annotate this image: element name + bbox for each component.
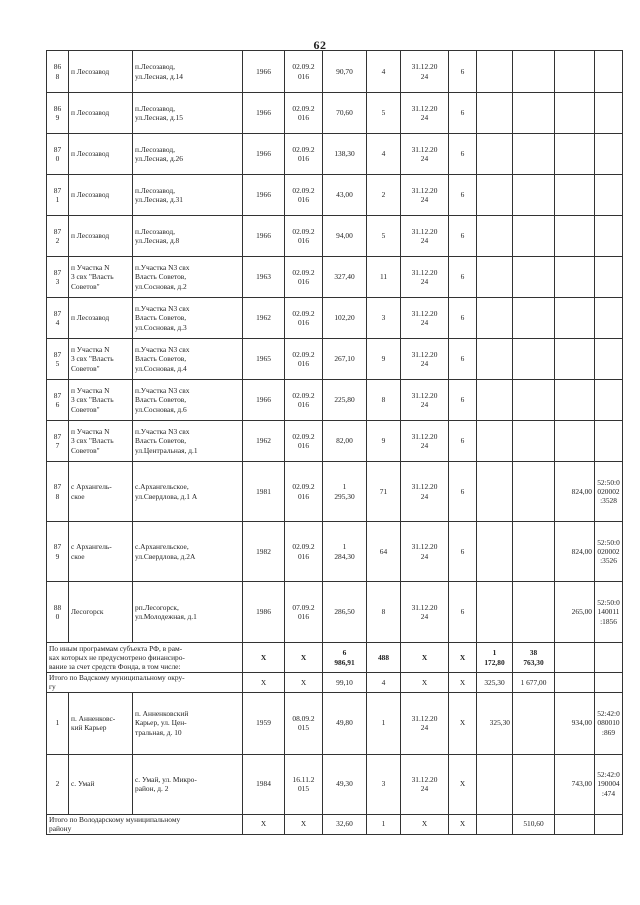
settlement-cell: с Архангель- ское: [69, 522, 133, 582]
value-cell: [513, 582, 555, 643]
address-cell: п.Участка N3 свх Власть Советов, ул.Сосновая, д.4: [133, 339, 243, 380]
summary-cell: [595, 673, 623, 693]
value-cell: [477, 216, 513, 257]
area-cell: 49,30: [323, 754, 367, 814]
summary-label: Итого по Вадскому муниципальному окру- гу: [47, 673, 243, 693]
value-cell: [477, 257, 513, 298]
residents-cell: 8: [367, 582, 401, 643]
address-cell: п.Лесозавод, ул.Лесная, д.14: [133, 51, 243, 93]
address-cell: с.Архангельское, ул.Свердлова, д.2А: [133, 522, 243, 582]
value-cell: [477, 754, 513, 814]
area-cell: 49,80: [323, 692, 367, 754]
residents-cell: 1: [367, 692, 401, 754]
cadastral-cell: [595, 175, 623, 216]
value-cell: [513, 380, 555, 421]
table-row: [47, 298, 623, 339]
method-cell: 6: [449, 216, 477, 257]
value-cell: [513, 175, 555, 216]
address-cell: п.Лесозавод, ул.Лесная, д.26: [133, 134, 243, 175]
table-row: [47, 257, 623, 298]
summary-cell: 99,10: [323, 673, 367, 693]
summary-cell: [595, 814, 623, 834]
year-cell: 1986: [243, 582, 285, 643]
value-cell: [513, 339, 555, 380]
value-cell: [513, 421, 555, 462]
residents-cell: 5: [367, 216, 401, 257]
table-row: [47, 754, 623, 814]
cadastral-cell: [595, 380, 623, 421]
year-cell: 1965: [243, 339, 285, 380]
row-number: 87 2: [47, 216, 69, 257]
table-row: [47, 51, 623, 93]
date-cell: 02.09.2 016: [285, 380, 323, 421]
area-cell: 102,20: [323, 298, 367, 339]
value-cell: [555, 298, 595, 339]
year-cell: 1966: [243, 51, 285, 93]
summary-cell: X: [243, 643, 285, 673]
year-cell: 1959: [243, 692, 285, 754]
area-cell: 1 284,30: [323, 522, 367, 582]
summary-cell: 1 677,00: [513, 673, 555, 693]
settlement-cell: п Участка N 3 свх "Власть Советов": [69, 421, 133, 462]
cadastral-cell: 52:42:0 190004 :474: [595, 754, 623, 814]
summary-cell: X: [243, 673, 285, 693]
value-cell: 934,00: [555, 692, 595, 754]
method-cell: 6: [449, 93, 477, 134]
value-cell: [513, 522, 555, 582]
cadastral-cell: [595, 93, 623, 134]
value-cell: 743,00: [555, 754, 595, 814]
value-cell: [555, 380, 595, 421]
summary-cell: X: [285, 673, 323, 693]
value-cell: [477, 339, 513, 380]
plan-date-cell: 31.12.20 24: [401, 692, 449, 754]
cadastral-cell: 52:50:0 020002 :3528: [595, 462, 623, 522]
date-cell: 02.09.2 016: [285, 522, 323, 582]
row-number: 87 1: [47, 175, 69, 216]
method-cell: X: [449, 692, 477, 754]
plan-date-cell: 31.12.20 24: [401, 582, 449, 643]
address-cell: п.Лесозавод, ул.Лесная, д.8: [133, 216, 243, 257]
residents-cell: 9: [367, 421, 401, 462]
date-cell: 02.09.2 016: [285, 257, 323, 298]
summary-cell: X: [401, 643, 449, 673]
year-cell: 1962: [243, 421, 285, 462]
address-cell: с. Умай, ул. Микро- район, д. 2: [133, 754, 243, 814]
value-cell: [477, 522, 513, 582]
year-cell: 1966: [243, 175, 285, 216]
summary-cell: X: [401, 814, 449, 834]
settlement-cell: с. Умай: [69, 754, 133, 814]
year-cell: 1966: [243, 134, 285, 175]
value-cell: [477, 298, 513, 339]
summary-cell: X: [401, 673, 449, 693]
table-row: [47, 582, 623, 643]
area-cell: 94,00: [323, 216, 367, 257]
value-cell: 824,00: [555, 522, 595, 582]
cadastral-cell: 52:42:0 080010 :869: [595, 692, 623, 754]
value-cell: [513, 692, 555, 754]
value-cell: [513, 298, 555, 339]
cadastral-cell: [595, 134, 623, 175]
row-number: 87 3: [47, 257, 69, 298]
plan-date-cell: 31.12.20 24: [401, 257, 449, 298]
date-cell: 16.11.2 015: [285, 754, 323, 814]
table-row: [47, 380, 623, 421]
summary-cell: 510,60: [513, 814, 555, 834]
year-cell: 1982: [243, 522, 285, 582]
settlement-cell: п Участка N 3 свх "Власть Советов": [69, 380, 133, 421]
settlement-cell: п Лесозавод: [69, 134, 133, 175]
value-cell: [555, 257, 595, 298]
plan-date-cell: 31.12.20 24: [401, 51, 449, 93]
summary-cell: X: [449, 814, 477, 834]
year-cell: 1966: [243, 380, 285, 421]
area-cell: 82,00: [323, 421, 367, 462]
settlement-cell: Лесогорск: [69, 582, 133, 643]
residents-cell: 4: [367, 134, 401, 175]
residents-cell: 4: [367, 51, 401, 93]
date-cell: 02.09.2 016: [285, 93, 323, 134]
date-cell: 02.09.2 016: [285, 421, 323, 462]
summary-cell: X: [449, 673, 477, 693]
address-cell: с.Архангельское, ул.Свердлова, д.1 А: [133, 462, 243, 522]
area-cell: 225,80: [323, 380, 367, 421]
area-cell: 267,10: [323, 339, 367, 380]
settlement-cell: с Архангель- ское: [69, 462, 133, 522]
plan-date-cell: 31.12.20 24: [401, 462, 449, 522]
date-cell: 02.09.2 016: [285, 51, 323, 93]
value-cell: [477, 380, 513, 421]
date-cell: 02.09.2 016: [285, 134, 323, 175]
table-row: [47, 339, 623, 380]
summary-row: [47, 643, 623, 673]
row-number: 87 7: [47, 421, 69, 462]
year-cell: 1966: [243, 216, 285, 257]
cadastral-cell: [595, 216, 623, 257]
value-cell: [513, 462, 555, 522]
cadastral-cell: 52:50:0 140011 :1856: [595, 582, 623, 643]
area-cell: 327,40: [323, 257, 367, 298]
value-cell: [555, 93, 595, 134]
cadastral-cell: [595, 339, 623, 380]
value-cell: [555, 51, 595, 93]
value-cell: [477, 421, 513, 462]
plan-date-cell: 31.12.20 24: [401, 175, 449, 216]
method-cell: X: [449, 754, 477, 814]
value-cell: 265,00: [555, 582, 595, 643]
row-number: 88 0: [47, 582, 69, 643]
row-number: 1: [47, 692, 69, 754]
plan-date-cell: 31.12.20 24: [401, 421, 449, 462]
summary-row: [47, 814, 623, 834]
area-cell: 70,60: [323, 93, 367, 134]
plan-date-cell: 31.12.20 24: [401, 339, 449, 380]
settlement-cell: п Лесозавод: [69, 51, 133, 93]
method-cell: 6: [449, 134, 477, 175]
table-row: [47, 216, 623, 257]
table-row: [47, 175, 623, 216]
settlement-cell: п Лесозавод: [69, 298, 133, 339]
summary-cell: 32,60: [323, 814, 367, 834]
address-cell: п.Участка N3 свх Власть Советов, ул.Сосновая, д.6: [133, 380, 243, 421]
residents-cell: 11: [367, 257, 401, 298]
summary-cell: 1 172,80: [477, 643, 513, 673]
cadastral-cell: [595, 421, 623, 462]
cadastral-cell: [595, 257, 623, 298]
year-cell: 1981: [243, 462, 285, 522]
value-cell: [477, 175, 513, 216]
value-cell: [477, 134, 513, 175]
residents-cell: 71: [367, 462, 401, 522]
date-cell: 02.09.2 016: [285, 339, 323, 380]
value-cell: [555, 175, 595, 216]
year-cell: 1962: [243, 298, 285, 339]
method-cell: 6: [449, 462, 477, 522]
row-number: 87 5: [47, 339, 69, 380]
address-cell: п.Лесозавод, ул.Лесная, д.31: [133, 175, 243, 216]
cadastral-cell: [595, 51, 623, 93]
row-number: 87 0: [47, 134, 69, 175]
summary-cell: X: [285, 814, 323, 834]
plan-date-cell: 31.12.20 24: [401, 522, 449, 582]
row-number: 87 9: [47, 522, 69, 582]
value-cell: [513, 134, 555, 175]
value-cell: [555, 134, 595, 175]
settlement-cell: п. Анненковс- кий Карьер: [69, 692, 133, 754]
residents-cell: 3: [367, 754, 401, 814]
row-number: 86 8: [47, 51, 69, 93]
address-cell: рп.Лесогорск, ул.Молодежная, д.1: [133, 582, 243, 643]
summary-cell: X: [243, 814, 285, 834]
area-cell: 138,30: [323, 134, 367, 175]
method-cell: 6: [449, 257, 477, 298]
value-cell: [555, 216, 595, 257]
value-cell: [513, 51, 555, 93]
row-number: 87 4: [47, 298, 69, 339]
settlement-cell: п Лесозавод: [69, 175, 133, 216]
date-cell: 02.09.2 016: [285, 462, 323, 522]
method-cell: 6: [449, 175, 477, 216]
summary-cell: X: [449, 643, 477, 673]
row-number: 86 9: [47, 93, 69, 134]
value-cell: [513, 257, 555, 298]
residents-cell: 2: [367, 175, 401, 216]
table-row: [47, 522, 623, 582]
plan-date-cell: 31.12.20 24: [401, 298, 449, 339]
housing-table: [46, 50, 623, 835]
value-cell: 325,30: [477, 692, 513, 754]
summary-cell: [595, 643, 623, 673]
plan-date-cell: 31.12.20 24: [401, 754, 449, 814]
method-cell: 6: [449, 421, 477, 462]
summary-cell: 38 763,30: [513, 643, 555, 673]
summary-cell: 488: [367, 643, 401, 673]
value-cell: [555, 421, 595, 462]
method-cell: 6: [449, 380, 477, 421]
residents-cell: 64: [367, 522, 401, 582]
address-cell: п.Лесозавод, ул.Лесная, д.15: [133, 93, 243, 134]
value-cell: [513, 216, 555, 257]
summary-cell: [555, 673, 595, 693]
table-row: [47, 692, 623, 754]
value-cell: [477, 51, 513, 93]
area-cell: 1 295,30: [323, 462, 367, 522]
address-cell: п.Участка N3 свх Власть Советов, ул.Центральная, д.1: [133, 421, 243, 462]
cadastral-cell: 52:50:0 020002 :3526: [595, 522, 623, 582]
settlement-cell: п Участка N 3 свх "Власть Советов": [69, 339, 133, 380]
value-cell: [513, 754, 555, 814]
residents-cell: 9: [367, 339, 401, 380]
settlement-cell: п Лесозавод: [69, 93, 133, 134]
summary-row: [47, 673, 623, 693]
residents-cell: 3: [367, 298, 401, 339]
row-number: 2: [47, 754, 69, 814]
summary-cell: 4: [367, 673, 401, 693]
table-row: [47, 93, 623, 134]
date-cell: 07.09.2 016: [285, 582, 323, 643]
summary-cell: [555, 814, 595, 834]
method-cell: 6: [449, 339, 477, 380]
page-number: 62: [313, 38, 327, 52]
method-cell: 6: [449, 51, 477, 93]
year-cell: 1984: [243, 754, 285, 814]
summary-label: По иным программам субъекта РФ, в рам- ках которых не предусмотрено финансиро- вание за счет средств Фонда, в том числе:: [47, 643, 243, 673]
plan-date-cell: 31.12.20 24: [401, 93, 449, 134]
date-cell: 08.09.2 015: [285, 692, 323, 754]
row-number: 87 6: [47, 380, 69, 421]
address-cell: п.Участка N3 свх Власть Советов, ул.Сосновая, д.3: [133, 298, 243, 339]
summary-cell: [555, 643, 595, 673]
residents-cell: 5: [367, 93, 401, 134]
settlement-cell: п Участка N 3 свх "Власть Советов": [69, 257, 133, 298]
value-cell: [477, 462, 513, 522]
table-body: [47, 51, 623, 835]
date-cell: 02.09.2 016: [285, 175, 323, 216]
value-cell: [477, 582, 513, 643]
value-cell: [513, 93, 555, 134]
table-row: [47, 134, 623, 175]
year-cell: 1963: [243, 257, 285, 298]
value-cell: [477, 93, 513, 134]
row-number: 87 8: [47, 462, 69, 522]
summary-cell: X: [285, 643, 323, 673]
value-cell: 824,00: [555, 462, 595, 522]
plan-date-cell: 31.12.20 24: [401, 380, 449, 421]
settlement-cell: п Лесозавод: [69, 216, 133, 257]
plan-date-cell: 31.12.20 24: [401, 134, 449, 175]
table-row: [47, 421, 623, 462]
summary-cell: 325,30: [477, 673, 513, 693]
value-cell: [555, 339, 595, 380]
method-cell: 6: [449, 522, 477, 582]
plan-date-cell: 31.12.20 24: [401, 216, 449, 257]
method-cell: 6: [449, 298, 477, 339]
residents-cell: 8: [367, 380, 401, 421]
summary-cell: [477, 814, 513, 834]
summary-label: Итого по Володарскому муниципальному району: [47, 814, 243, 834]
cadastral-cell: [595, 298, 623, 339]
date-cell: 02.09.2 016: [285, 298, 323, 339]
date-cell: 02.09.2 016: [285, 216, 323, 257]
year-cell: 1966: [243, 93, 285, 134]
area-cell: 90,70: [323, 51, 367, 93]
area-cell: 286,50: [323, 582, 367, 643]
address-cell: п. Анненковский Карьер, ул. Цен- тральная, д. 10: [133, 692, 243, 754]
method-cell: 6: [449, 582, 477, 643]
summary-cell: 1: [367, 814, 401, 834]
area-cell: 43,00: [323, 175, 367, 216]
summary-cell: 6 986,91: [323, 643, 367, 673]
table-row: [47, 462, 623, 522]
address-cell: п.Участка N3 свх Власть Советов, ул.Сосновая, д.2: [133, 257, 243, 298]
